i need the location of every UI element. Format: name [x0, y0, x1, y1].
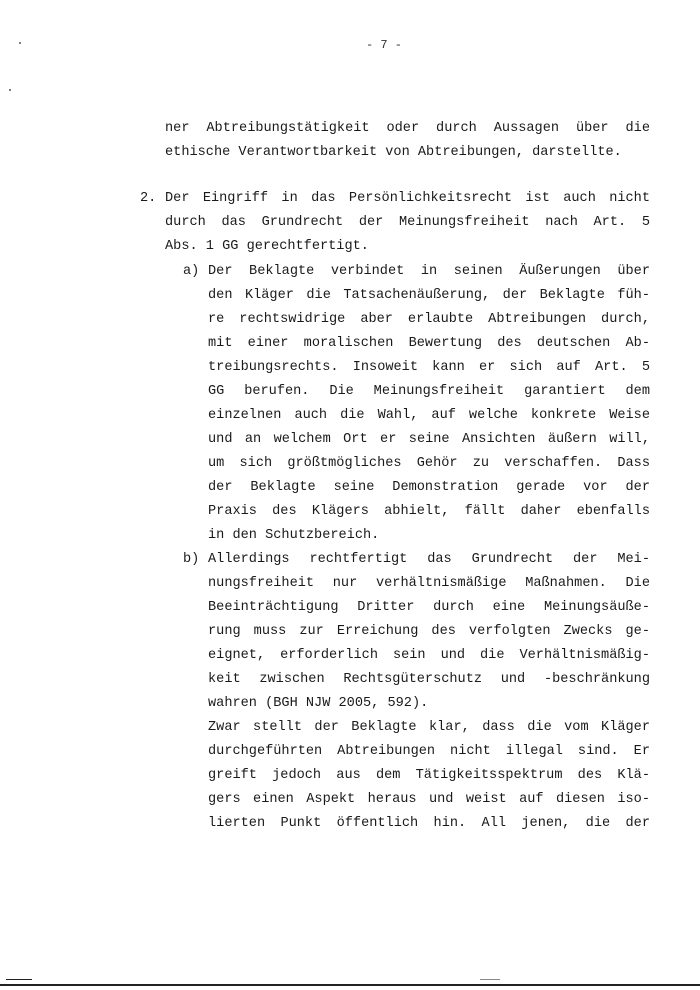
text-line: ethische Verantwortbarkeit von Abtreibungen, darstellte. — [165, 145, 622, 160]
text-line: Zwar stellt der Beklagte klar, dass die vom Kläger — [208, 720, 650, 735]
text-line: Der Beklagte verbindet in seinen Äußerungen über — [208, 264, 650, 279]
text-line: GG berufen. Die Meinungsfreiheit garantiert dem — [208, 384, 650, 399]
text-line: treibungsrechts. Insoweit kann er sich auf Art. 5 — [208, 360, 650, 375]
text-line: re rechtswidrige aber erlaubte Abtreibungen durch, — [208, 312, 650, 327]
text-line: um sich größtmögliches Gehör zu verschaffen. Dass — [208, 456, 650, 471]
text-line: keit zwischen Rechtsgüterschutz und -beschränkung — [208, 672, 650, 687]
scan-edge-mark — [6, 979, 32, 980]
list-marker: a) — [183, 264, 200, 279]
text-line: eignet, erforderlich sein und die Verhältnismäßig- — [208, 648, 650, 663]
text-line: durchgeführten Abtreibungen nicht illegal sind. Er — [208, 744, 650, 759]
text-line: einzelnen auch die Wahl, auf welche konkrete Weise — [208, 408, 650, 423]
text-line: Beeinträchtigung Dritter durch eine Meinungsäuße- — [208, 600, 650, 615]
text-line: rung muss zur Erreichung des verfolgten Zwecks ge- — [208, 624, 650, 639]
text-line: durch das Grundrecht der Meinungsfreiheit nach Art. 5 — [165, 215, 650, 230]
list-marker: b) — [183, 552, 200, 567]
text-line: Abs. 1 GG gerechtfertigt. — [165, 239, 369, 254]
text-line: greift jedoch aus dem Tätigkeitsspektrum des Klä- — [208, 768, 650, 783]
text-line: der Beklagte seine Demonstration gerade vor der — [208, 480, 650, 495]
text-line: Praxis des Klägers abhielt, fällt daher ebenfalls — [208, 504, 650, 519]
page-number: - 7 - — [365, 38, 402, 52]
text-line: mit einer moralischen Bewertung des deutschen Ab- — [208, 336, 650, 351]
text-line: Allerdings rechtfertigt das Grundrecht der Mei- — [208, 552, 650, 567]
text-line: den Kläger die Tatsachenäußerung, der Beklagte füh- — [208, 288, 650, 303]
text-line: und an welchem Ort er seine Ansichten äußern will, — [208, 432, 650, 447]
scan-edge-line — [0, 984, 700, 986]
text-line: in den Schutzbereich. — [208, 528, 380, 543]
text-line: gers einen Aspekt heraus und weist auf diesen iso- — [208, 792, 650, 807]
text-line: lierten Punkt öffentlich hin. All jenen, die der — [208, 816, 650, 831]
section-number: 2. — [140, 191, 157, 206]
speck — [9, 89, 11, 91]
text-line: nungsfreiheit nur verhältnismäßige Maßnahmen. Die — [208, 576, 650, 591]
text-line: wahren (BGH NJW 2005, 592). — [208, 696, 429, 711]
text-line: Der Eingriff in das Persönlichkeitsrecht ist auch nicht — [165, 191, 650, 206]
text-line: ner Abtreibungstätigkeit oder durch Aussagen über die — [165, 121, 650, 136]
scan-edge-mark — [480, 979, 500, 980]
